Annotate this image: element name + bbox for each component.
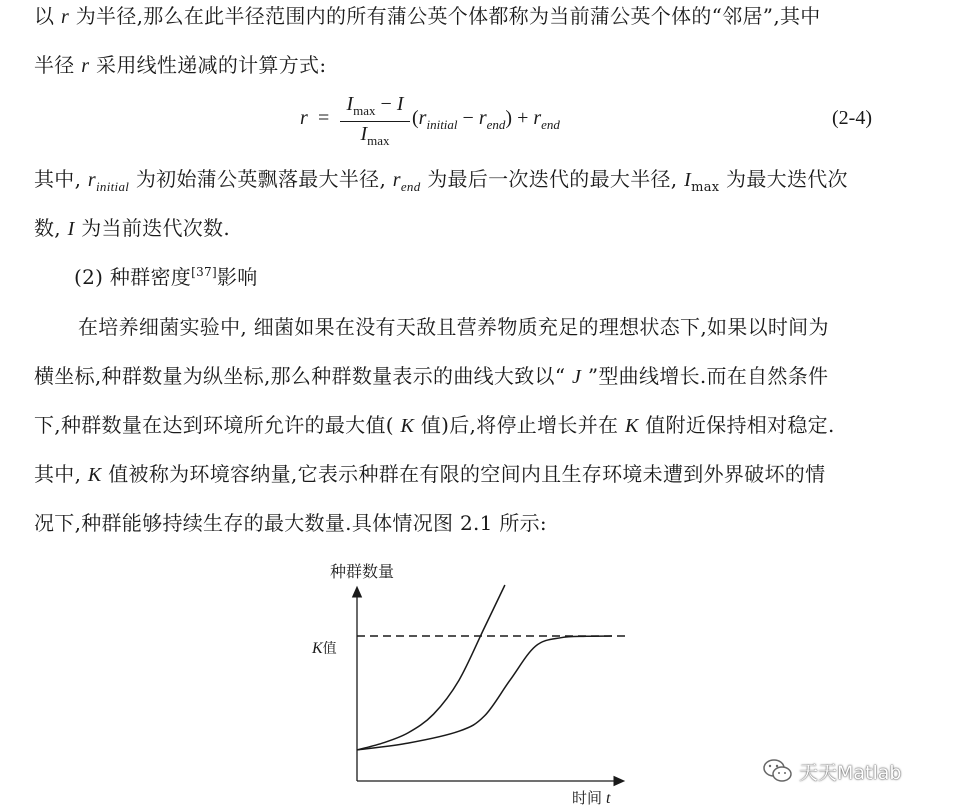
- population-growth-chart: [290, 555, 670, 811]
- x-axis-label: 时间 t: [572, 789, 611, 807]
- paragraph-line: 横坐标,种群数量为纵坐标,那么种群数量表示的曲线大致以“ J ”型曲线增长.而在自然条件: [34, 364, 829, 388]
- watermark-text: 天天Matlab: [799, 761, 902, 784]
- k-value-label: K值: [312, 640, 337, 657]
- math-var: r: [60, 6, 70, 28]
- equation-number: (2-4): [832, 107, 872, 129]
- paragraph-line: 下,种群数量在达到环境所允许的最大值( K 值)后,将停止增长并在 K 值附近保持相对稳定.: [34, 413, 835, 437]
- section-heading: (2) 种群密度[37]影响: [74, 265, 258, 289]
- paragraph-line: 半径 r 采用线性递减的计算方式:: [34, 53, 327, 77]
- j-curve: [357, 585, 505, 750]
- y-axis-label: 种群数量: [330, 562, 395, 581]
- paragraph-line: 其中, $r_{initial}$ 为初始蒲公英飘落最大半径, $r_{end}$ 为最后一次迭代的最大半径, $I_{max}$ 为最大迭代次: [34, 167, 848, 195]
- equation: r = $I_{max} - I$ $I_{max}$ $(r_{initial} - r_{end}) + r_{end}$: [300, 93, 560, 148]
- paragraph-line: 其中, K 值被称为环境容纳量,它表示种群在有限的空间内且生存环境未遭到外界破坏的情: [34, 462, 826, 486]
- wechat-icon: [763, 758, 793, 784]
- paragraph-line: 况下,种群能够持续生存的最大数量.具体情况图 2.1 所示:: [34, 511, 547, 535]
- math-var: r: [81, 55, 90, 77]
- fraction-denominator: $I_{max}$: [360, 123, 390, 148]
- citation-ref[interactable]: [37]: [191, 265, 217, 279]
- paragraph-line: 以 r 为半径,那么在此半径范围内的所有蒲公英个体都称为当前蒲公英个体的“邻居”,其中: [34, 4, 821, 28]
- watermark: [763, 754, 901, 788]
- equation-rest: $(r_{initial} - r_{end}) + r_{end}$: [412, 107, 560, 132]
- paragraph-line: 数, I 为当前迭代次数.: [34, 216, 231, 240]
- paragraph-line: 在培养细菌实验中, 细菌如果在没有天敌且营养物质充足的理想状态下,如果以时间为: [78, 315, 829, 339]
- fraction-numerator: $I_{max} - I$: [346, 93, 404, 118]
- s-curve: [357, 636, 612, 750]
